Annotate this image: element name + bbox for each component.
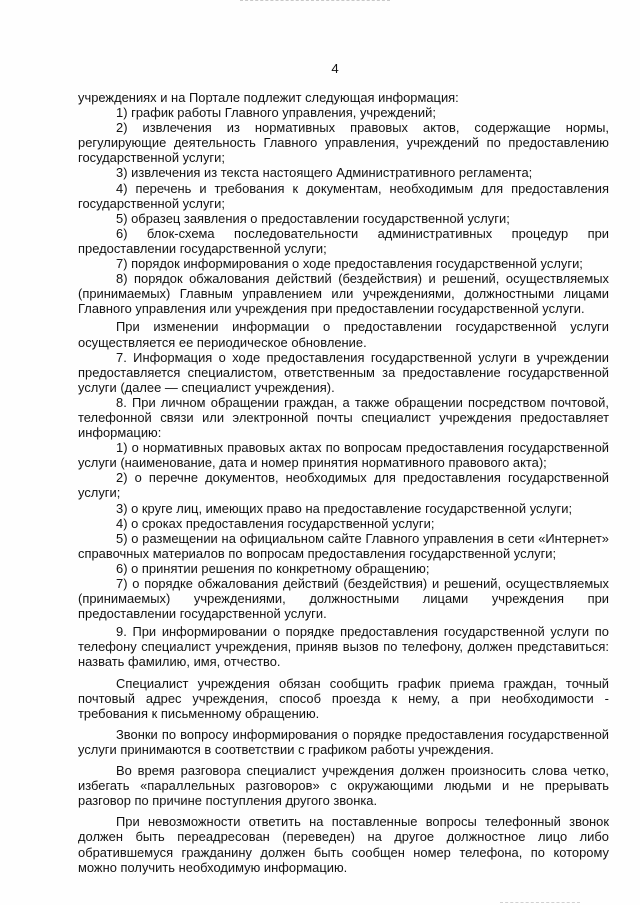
scan-artifact-bottom — [500, 898, 580, 903]
info-item-appeal: 7) о порядке обжалования действий (бездействия) и решений, осуществляемых (принимаемых) учреждениями, должностными лицами учреждения при предоставлении государственной услуги. — [78, 576, 609, 622]
info-item-website-materials: 5) о размещении на официальном сайте Главного управления в сети «Интернет» справочных материалов по вопросам предоставления государственной услуги; — [78, 530, 609, 561]
document-body — [78, 90, 609, 875]
paragraph-update-note: При изменении информации о предоставлении государственной услуги осуществляется ее периодическое обновление. — [78, 319, 609, 350]
page-number: 4 — [331, 61, 339, 76]
info-item-documents: 2) о перечне документов, необходимых для предоставления государственной услуги; — [78, 470, 609, 501]
list-item-documents-list: 4) перечень и требования к документам, необходимым для предоставления государственной услуги; — [78, 180, 609, 211]
list-item-normative-extracts: 2) извлечения из нормативных правовых актов, содержащие нормы, регулирующие деятельность Главного управления, учреждений по предоставлению государственной услуги; — [78, 120, 609, 166]
list-item-schedule: 1) график работы Главного управления, учреждений; — [116, 105, 436, 121]
info-item-deadlines: 4) о сроках предоставления государственной услуги; — [116, 515, 435, 531]
info-item-decision: 6) о принятии решения по конкретному обращению; — [116, 560, 430, 576]
list-item-appeal-order: 8) порядок обжалования действий (бездействия) и решений, осуществляемых (принимаемых) Главным управлением или учреждениями, должностными лицами Главного управления или учреждения при предоставлении государственной услуги. — [78, 271, 609, 317]
clause-9: 9. При информировании о порядке предоставления государственной услуги по телефону специалист учреждения, приняв вызов по телефону, должен представиться: назвать фамилию, имя, отчество. — [78, 624, 609, 670]
clause-8: 8. При личном обращении граждан, а также обращении посредством почтовой, телефонной связи или электронной почты специалист учреждения предоставляет информацию: — [78, 394, 609, 441]
info-item-legal-acts: 1) о нормативных правовых актах по вопросам предоставления государственной услуги (наименование, дата и номер принятия нормативного правового акта); — [78, 440, 609, 471]
list-item-application-sample: 5) образец заявления о предоставлении государственной услуги; — [116, 210, 510, 226]
clause-7: 7. Информация о ходе предоставления государственной услуги в учреждении предоставляется специалистом, ответственным за предоставление государственной услуги (далее — специалист учреждения). — [78, 349, 609, 395]
paragraph-calls-schedule: Звонки по вопросу информирования о порядке предоставления государственной услуги принимаются в соответствии с графиком работы учреждения. — [78, 726, 609, 757]
paragraph-conversation-rules: Во время разговора специалист учреждения должен произносить слова четко, избегать «параллельных разговоров» с окружающими людьми и не прерывать разговор по причине поступления другого звонка. — [78, 763, 609, 809]
paragraph-continuation: учреждениях и на Портале подлежит следующая информация: — [78, 90, 459, 105]
list-item-flowchart: 6) блок-схема последовательности административных процедур при предоставлении государственной услуги; — [78, 225, 609, 256]
list-item-informing-order: 7) порядок информирования о ходе предоставления государственной услуги; — [116, 256, 583, 272]
scan-artifact-top — [240, 0, 390, 5]
list-item-regulation-extracts: 3) извлечения из текста настоящего Административного регламента; — [116, 165, 533, 181]
info-item-eligible-persons: 3) о круге лиц, имеющих право на предоставление государственной услуги; — [116, 500, 573, 516]
paragraph-call-redirect: При невозможности ответить на поставленные вопросы телефонный звонок должен быть переадресован (переведен) на другое должностное лицо либо обратившемуся гражданину должен быть сообщен номер телефона, по которому можно получить необходимую информацию. — [78, 814, 609, 875]
paragraph-reception-schedule: Специалист учреждения обязан сообщить график приема граждан, точный почтовый адрес учреждения, способ проезда к нему, а при необходимости - требования к письменному обращению. — [78, 675, 609, 721]
